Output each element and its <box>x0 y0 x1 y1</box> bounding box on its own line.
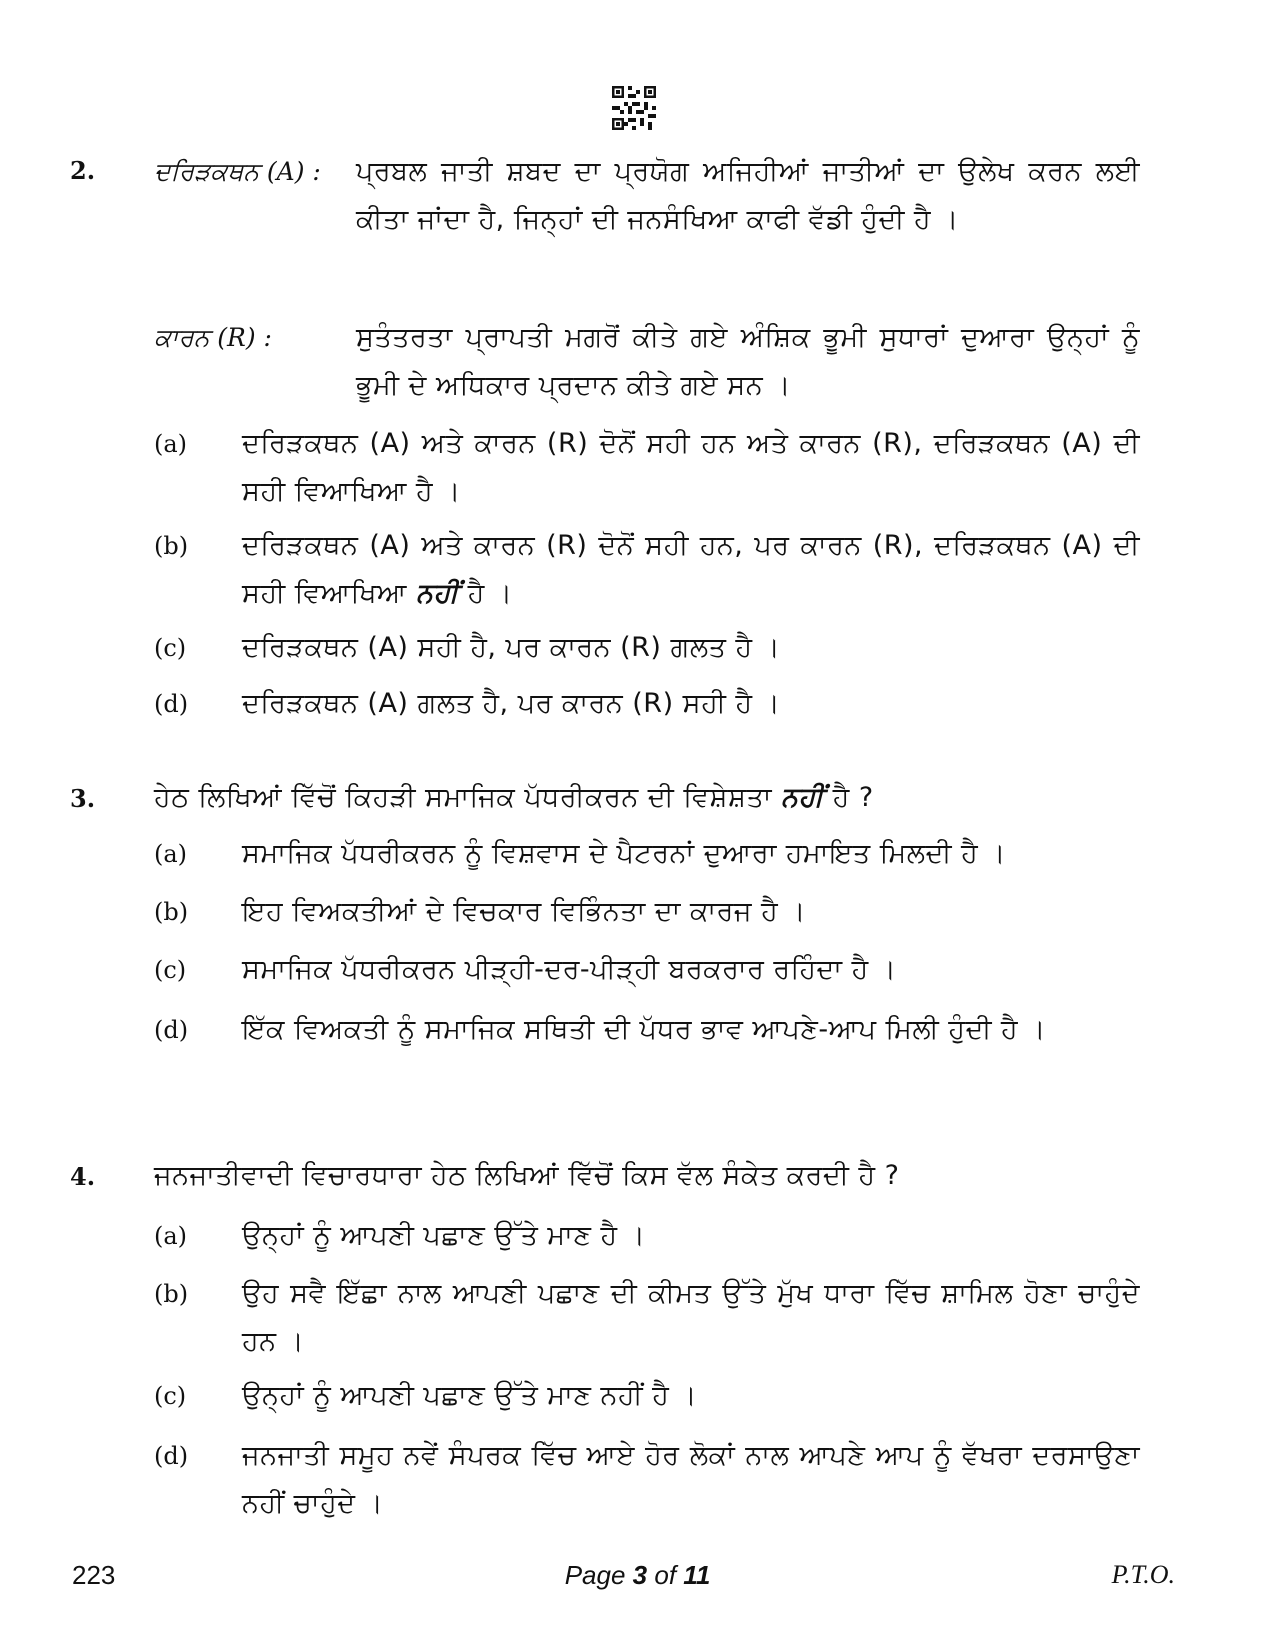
reason-text: ਸੁਤੰਤਰਤਾ ਪ੍ਰਾਪਤੀ ਮਗਰੋਂ ਕੀਤੇ ਗਏ ਅੰਸ਼ਿਕ ਭੂਮੀ ਸੁਧਾਰਾਂ ਦੁਆਰਾ ਉਨ੍ਹਾਂ ਨੂੰ ਭੂਮੀ ਦੇ ਅਧਿਕਾਰ ਪ੍ਰਦਾਨ ਕੀਤੇ ਗਏ ਸਨ । <box>356 322 1140 401</box>
question-stem: ਜਨਜਾਤੀਵਾਦੀ ਵਿਚਾਰਧਾਰਾ ਹੇਠ ਲਿਖਿਆਂ ਵਿੱਚੋਂ ਕਿਸ ਵੱਲ ਸੰਕੇਤ ਕਰਦੀ ਹੈ ? <box>154 1160 900 1191</box>
assertion-label: ਦਰਿੜਕਥਨ (A) : <box>154 157 321 186</box>
option-text: ਜਨਜਾਤੀ ਸਮੂਹ ਨਵੇਂ ਸੰਪਰਕ ਵਿੱਚ ਆਏ ਹੋਰ ਲੋਕਾਂ ਨਾਲ ਆਪਣੇ ਆਪ ਨੂੰ ਵੱਖਰਾ ਦਰਸਾਉਣਾ ਨਹੀਂ ਚਾਹੁੰਦੇ । <box>242 1440 1140 1519</box>
option-text: ਇੱਕ ਵਿਅਕਤੀ ਨੂੰ ਸਮਾਜਿਕ ਸਥਿਤੀ ਦੀ ਪੱਧਰ ਭਾਵ ਆਪਣੇ-ਆਪ ਮਿਲੀ ਹੁੰਦੀ ਹੈ । <box>242 1014 1046 1045</box>
option-letter: (d) <box>154 690 189 718</box>
page-number: Page 3 of 11 <box>564 1560 711 1590</box>
emphasis-not: ਨਹੀਂ <box>416 578 459 609</box>
option-letter: (b) <box>154 1280 189 1308</box>
option-text: ਇਹ ਵਿਅਕਤੀਆਂ ਦੇ ਵਿਚਕਾਰ ਵਿਭਿੰਨਤਾ ਦਾ ਕਾਰਜ ਹੈ । <box>242 896 806 927</box>
option-text: ਉਨ੍ਹਾਂ ਨੂੰ ਆਪਣੀ ਪਛਾਣ ਉੱਤੇ ਮਾਣ ਹੈ । <box>242 1220 646 1251</box>
option-letter: (a) <box>154 1222 188 1250</box>
qr-code-icon <box>612 86 656 130</box>
assertion-text: ਪ੍ਰਬਲ ਜਾਤੀ ਸ਼ਬਦ ਦਾ ਪ੍ਰਯੋਗ ਅਜਿਹੀਆਂ ਜਾਤੀਆਂ ਦਾ ਉਲੇਖ ਕਰਨ ਲਈ ਕੀਤਾ ਜਾਂਦਾ ਹੈ, ਜਿਨ੍ਹਾਂ ਦੀ ਜਨਸੰਖਿਆ ਕਾਫੀ ਵੱਡੀ ਹੁੰਦੀ ਹੈ । <box>356 156 1140 235</box>
paper-code: 223 <box>72 1560 116 1590</box>
option-letter: (b) <box>154 898 189 926</box>
question-number: 4. <box>70 1162 96 1191</box>
option-letter: (c) <box>154 956 187 984</box>
option-letter: (d) <box>154 1016 189 1044</box>
option-letter: (b) <box>154 532 189 560</box>
option-text: ਸਮਾਜਿਕ ਪੱਧਰੀਕਰਨ ਪੀੜ੍ਹੀ-ਦਰ-ਪੀੜ੍ਹੀ ਬਰਕਰਾਰ ਰਹਿੰਦਾ ਹੈ । <box>242 954 897 985</box>
option-letter: (a) <box>154 430 188 458</box>
option-letter: (a) <box>154 840 188 868</box>
question-stem: ਹੇਠ ਲਿਖਿਆਂ ਵਿੱਚੋਂ ਕਿਹੜੀ ਸਮਾਜਿਕ ਪੱਧਰੀਕਰਨ ਦੀ ਵਿਸ਼ੇਸ਼ਤਾ ਨਹੀਂ ਹੈ ? <box>154 782 874 813</box>
option-text: ਸਮਾਜਿਕ ਪੱਧਰੀਕਰਨ ਨੂੰ ਵਿਸ਼ਵਾਸ ਦੇ ਪੈਟਰਨਾਂ ਦੁਆਰਾ ਹਮਾਇਤ ਮਿਲਦੀ ਹੈ । <box>242 838 1006 869</box>
option-text: ਦਰਿੜਕਥਨ (A) ਗਲਤ ਹੈ, ਪਰ ਕਾਰਨ (R) ਸਹੀ ਹੈ । <box>242 688 781 719</box>
option-letter: (c) <box>154 1382 187 1410</box>
emphasis-not: ਨਹੀਂ <box>781 782 824 813</box>
option-text: ਦਰਿੜਕਥਨ (A) ਅਤੇ ਕਾਰਨ (R) ਦੋਨੋਂ ਸਹੀ ਹਨ ਅਤੇ ਕਾਰਨ (R), ਦਰਿੜਕਥਨ (A) ਦੀ ਸਹੀ ਵਿਆਖਿਆ ਹੈ । <box>242 428 1140 507</box>
reason-label: ਕਾਰਨ (R) : <box>154 323 272 352</box>
pto-label: P.T.O. <box>1111 1560 1175 1589</box>
option-text: ਦਰਿੜਕਥਨ (A) ਅਤੇ ਕਾਰਨ (R) ਦੋਨੋਂ ਸਹੀ ਹਨ, ਪਰ ਕਾਰਨ (R), ਦਰਿੜਕਥਨ (A) ਦੀ ਸਹੀ ਵਿਆਖਿਆ ਨਹੀਂ ਹੈ । <box>242 530 1140 609</box>
option-text: ਉਹ ਸਵੈ ਇੱਛਾ ਨਾਲ ਆਪਣੀ ਪਛਾਣ ਦੀ ਕੀਮਤ ਉੱਤੇ ਮੁੱਖ ਧਾਰਾ ਵਿੱਚ ਸ਼ਾਮਿਲ ਹੋਣਾ ਚਾਹੁੰਦੇ ਹਨ । <box>242 1278 1140 1357</box>
option-letter: (c) <box>154 634 187 662</box>
option-letter: (d) <box>154 1442 189 1470</box>
question-number: 3. <box>70 784 96 813</box>
option-text: ਉਨ੍ਹਾਂ ਨੂੰ ਆਪਣੀ ਪਛਾਣ ਉੱਤੇ ਮਾਣ ਨਹੀਂ ਹੈ । <box>242 1380 698 1411</box>
option-text: ਦਰਿੜਕਥਨ (A) ਸਹੀ ਹੈ, ਪਰ ਕਾਰਨ (R) ਗਲਤ ਹੈ । <box>242 632 781 663</box>
question-number: 2. <box>70 156 96 185</box>
